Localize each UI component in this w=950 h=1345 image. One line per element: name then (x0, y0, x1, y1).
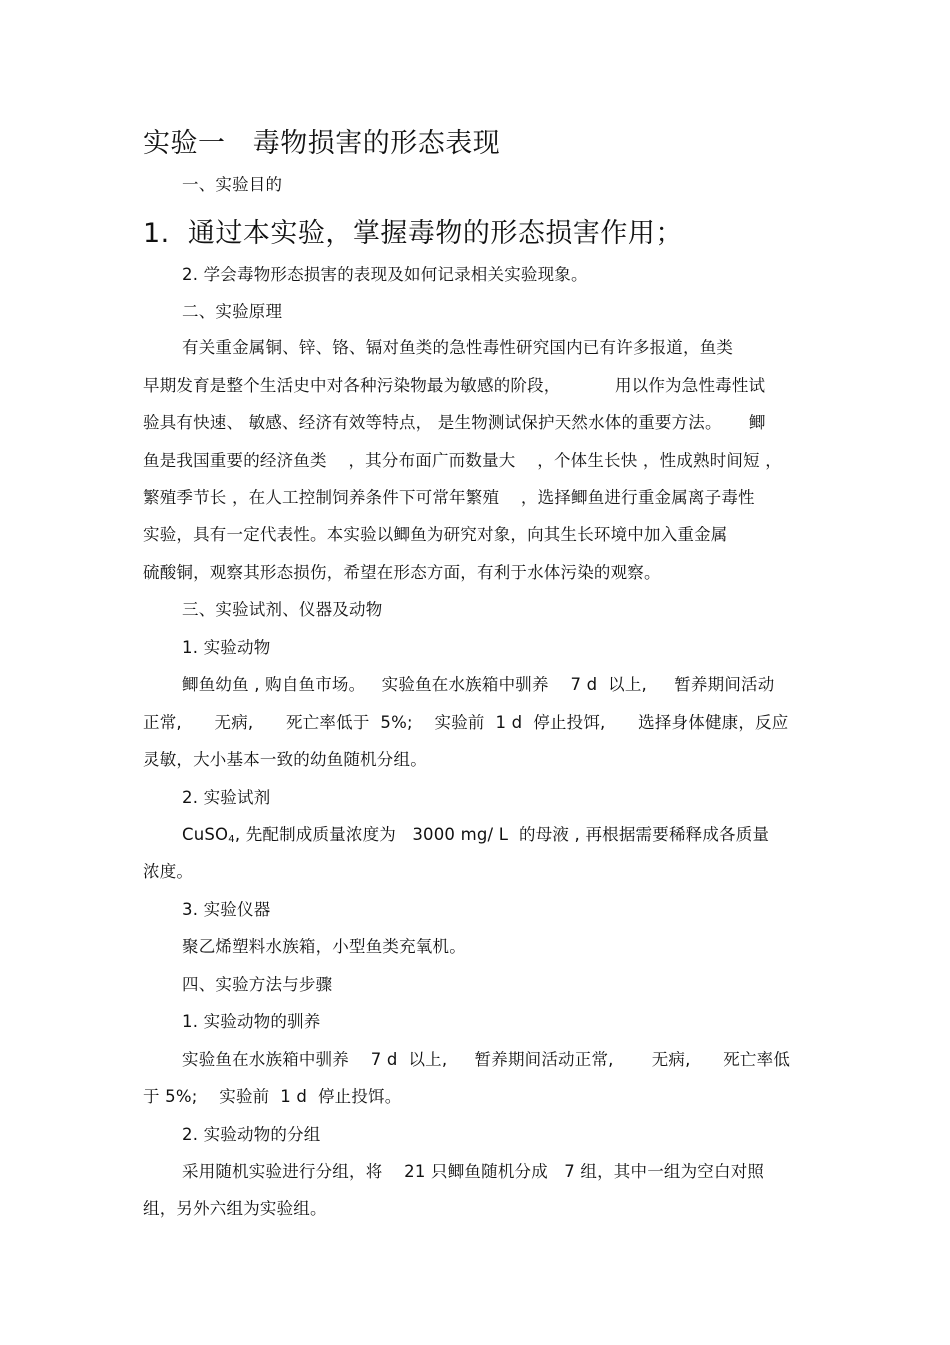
principle-line: 早期发育是整个生活史中对各种污染物最为敏感的阶段， 用以作为急性毒性试 (143, 376, 766, 395)
section-heading-methods: 四、实验方法与步骤 (182, 975, 333, 994)
subheading-instruments: 3. 实验仪器 (182, 900, 271, 919)
principle-line: 鱼是我国重要的经济鱼类 ，其分布面广而数量大 ，个体生长快 ，性成熟时间短 ， (143, 451, 782, 470)
reagent-line (182, 825, 769, 850)
principle-line: 硫酸铜，观察其形态损伤，希望在形态方面，有利于水体污染的观察。 (143, 563, 661, 582)
reagent-formula: CuSO (182, 825, 229, 844)
reagent-line-continued: 浓度。 (143, 862, 194, 881)
reagent-description: , 先配制成质量浓度为 3000 mg/ L 的母液 , 再根据需要稀释成各质量 (234, 825, 770, 844)
grouping-line: 采用随机实验进行分组，将 21 只鲫鱼随机分成 7 组，其中一组为空白对照 (182, 1162, 765, 1181)
subheading-animals: 1. 实验动物 (182, 638, 271, 657)
goal-item-1: 1. 通过本实验，掌握毒物的形态损害作用； (143, 218, 683, 249)
section-heading-purpose: 一、实验目的 (182, 175, 283, 194)
animals-line: 灵敏，大小基本一致的幼鱼随机分组。 (143, 750, 427, 769)
acclimation-line: 于 5%; 实验前 1 d 停止投饵。 (143, 1087, 402, 1106)
principle-line: 验具有快速、 敏感、经济有效等特点， 是生物测试保护天然水体的重要方法。 鲫 (143, 413, 766, 432)
subheading-reagents: 2. 实验试剂 (182, 788, 271, 807)
principle-line: 有关重金属铜、锌、铬、镉对鱼类的急性毒性研究国内已有许多报道，鱼类 (182, 338, 734, 357)
section-heading-materials: 三、实验试剂、仪器及动物 (182, 600, 383, 619)
animals-line: 鲫鱼幼鱼 , 购自鱼市场。 实验鱼在水族箱中驯养 7 d 以上, 暂养期间活动 (182, 675, 775, 694)
principle-line: 繁殖季节长 ，在人工控制饲养条件下可常年繁殖 ，选择鲫鱼进行重金属离子毒性 (143, 488, 755, 507)
instruments-line: 聚乙烯塑料水族箱，小型鱼类充氧机。 (182, 937, 466, 956)
document-title: 实验一 毒物损害的形态表现 (143, 128, 501, 159)
section-heading-principle: 二、实验原理 (182, 302, 283, 321)
acclimation-line: 实验鱼在水族箱中驯养 7 d 以上, 暂养期间活动正常, 无病, 死亡率低 (182, 1050, 791, 1069)
goal-item-2: 2. 学会毒物形态损害的表现及如何记录相关实验现象。 (182, 265, 588, 284)
animals-line: 正常, 无病, 死亡率低于 5%; 实验前 1 d 停止投饵, 选择身体健康，反应 (143, 713, 789, 732)
grouping-line: 组，另外六组为实验组。 (143, 1199, 327, 1218)
subheading-grouping: 2. 实验动物的分组 (182, 1125, 321, 1144)
principle-line: 实验，具有一定代表性。本实验以鲫鱼为研究对象，向其生长环境中加入重金属 (143, 525, 728, 544)
reagent-formula-subscript: 4 (228, 834, 235, 845)
subheading-acclimation: 1. 实验动物的驯养 (182, 1012, 321, 1031)
